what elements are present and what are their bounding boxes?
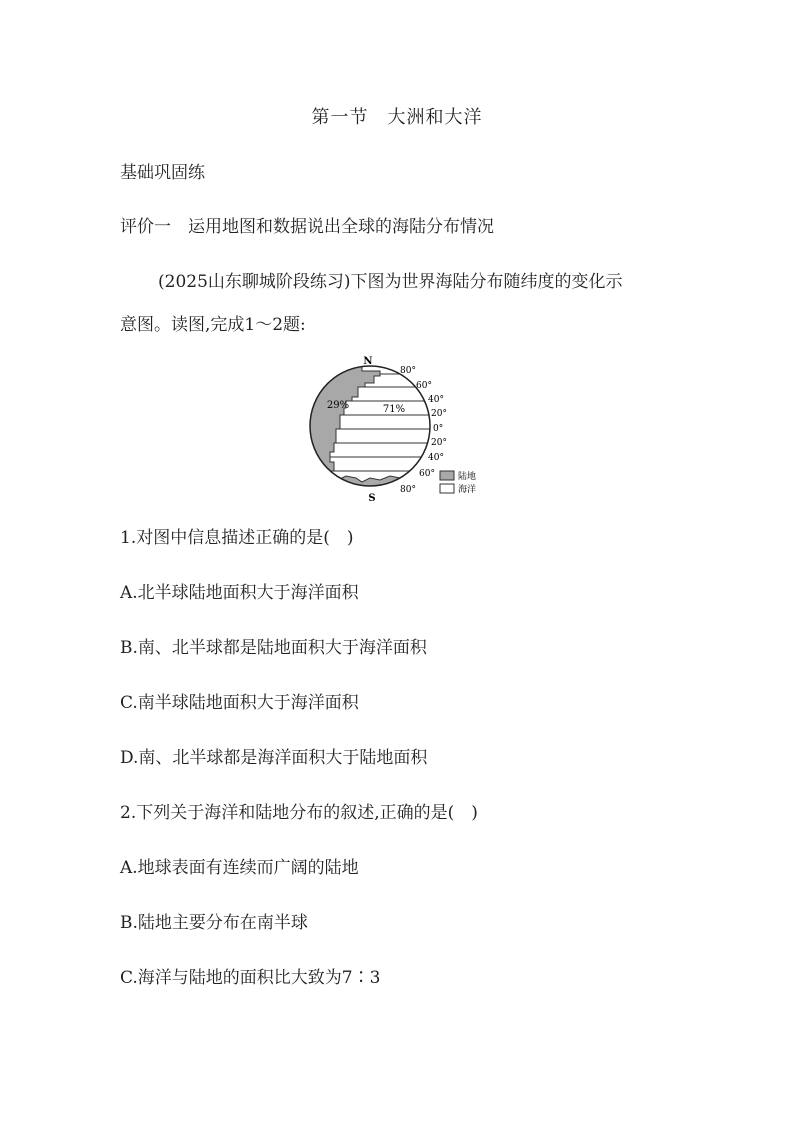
question-1-option-b: B.南、北半球都是陆地面积大于海洋面积 [120, 638, 427, 658]
question-2-option-a: A.地球表面有连续而广阔的陆地 [120, 858, 359, 878]
legend-land-label: 陆地 [458, 472, 477, 482]
latitude-label: 20° [431, 438, 447, 448]
land-percent-label: 29% [326, 400, 350, 411]
intro-line-1: (2025山东聊城阶段练习)下图为世界海陆分布随纬度的变化示 [158, 272, 623, 292]
question-1-stem: 1.对图中信息描述正确的是( ) [120, 528, 354, 548]
question-2-option-b: B.陆地主要分布在南半球 [120, 913, 308, 933]
page-title: 第一节 大洲和大洋 [311, 107, 483, 128]
section-heading: 基础巩固练 [120, 163, 205, 183]
legend [440, 470, 476, 495]
latitude-label: 40° [428, 395, 444, 405]
latitude-label: 80° [400, 485, 416, 495]
ocean-percent-label: 71% [382, 404, 406, 415]
latitude-label: 0° [433, 424, 444, 434]
north-label: N [363, 356, 373, 367]
latitude-label: 40° [428, 453, 444, 463]
evaluation-heading: 评价一 运用地图和数据说出全球的海陆分布情况 [120, 217, 494, 237]
intro-line-2: 意图。读图,完成1～2题: [120, 315, 306, 335]
legend-land-swatch [440, 471, 454, 480]
latitude-label: 20° [431, 409, 447, 419]
legend-ocean-swatch [440, 484, 454, 493]
land-sea-distribution-figure [300, 354, 500, 504]
question-1-option-c: C.南半球陆地面积大于海洋面积 [120, 693, 359, 713]
question-1-option-d: D.南、北半球都是海洋面积大于陆地面积 [120, 748, 428, 768]
legend-ocean-label: 海洋 [458, 485, 477, 495]
south-label: S [368, 493, 376, 504]
question-2-option-c: C.海洋与陆地的面积比大致为7∶3 [120, 968, 381, 988]
latitude-label: 80° [400, 366, 416, 376]
question-2-stem: 2.下列关于海洋和陆地分布的叙述,正确的是( ) [120, 803, 478, 823]
latitude-label: 60° [419, 469, 435, 479]
question-1-option-a: A.北半球陆地面积大于海洋面积 [120, 583, 359, 603]
latitude-label: 60° [416, 381, 432, 391]
